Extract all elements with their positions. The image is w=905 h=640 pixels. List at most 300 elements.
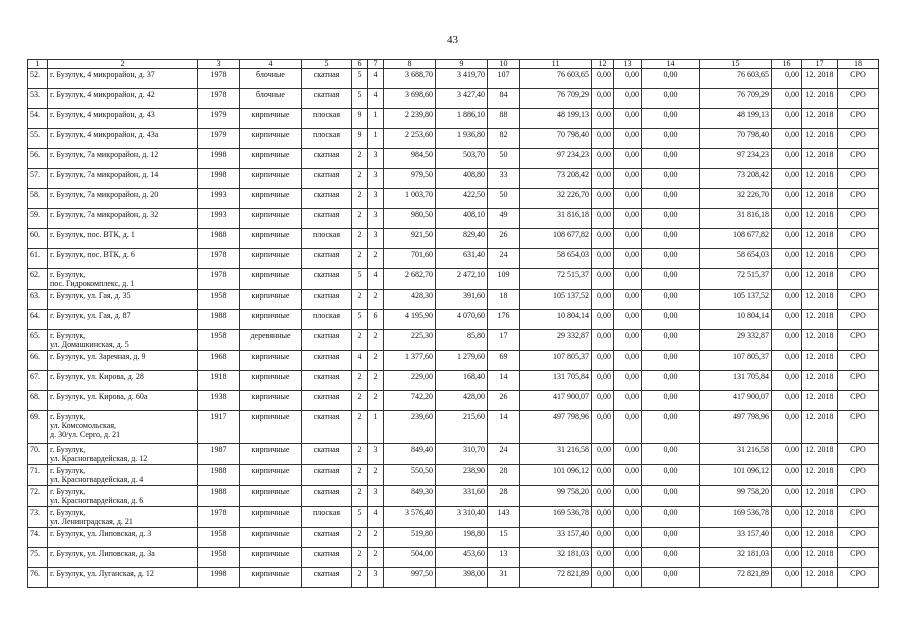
table-cell: 0,00 (592, 568, 614, 588)
table-cell: 0,00 (772, 371, 802, 391)
table-cell: 701,60 (384, 249, 436, 269)
table-cell: 238,90 (436, 465, 488, 486)
table-cell: скатная (302, 486, 352, 507)
table-cell: кирпичные (240, 391, 302, 411)
table-cell: кирпичные (240, 528, 302, 548)
table-cell: 0,00 (642, 209, 700, 229)
table-cell: 10 804,14 (700, 310, 772, 330)
table-cell: кирпичные (240, 149, 302, 169)
table-cell: 69. (28, 411, 48, 444)
table-cell: 0,00 (642, 568, 700, 588)
table-cell: 76. (28, 568, 48, 588)
table-cell: 50 (488, 189, 520, 209)
table-cell: СРО (838, 568, 879, 588)
table-cell: 3 (368, 229, 384, 249)
table-cell: 12. 2018 (802, 486, 838, 507)
table-row (28, 411, 879, 444)
table-cell: 0,00 (642, 149, 700, 169)
table-cell: скатная (302, 149, 352, 169)
table-cell: 0,00 (614, 371, 642, 391)
table-cell: 12. 2018 (802, 330, 838, 351)
table-cell: 12. 2018 (802, 169, 838, 189)
table-cell: 0,00 (772, 528, 802, 548)
table-cell: 0,00 (592, 507, 614, 528)
table-cell: 32 181,03 (520, 548, 592, 568)
table-cell: 31 816,18 (700, 209, 772, 229)
table-cell: 0,00 (642, 269, 700, 290)
table-cell: 2 (368, 351, 384, 371)
table-cell: СРО (838, 486, 879, 507)
table-row (28, 528, 879, 548)
table-cell: 12. 2018 (802, 351, 838, 371)
table-cell: 14 (488, 411, 520, 444)
table-cell: 12. 2018 (802, 411, 838, 444)
table-row (28, 269, 879, 290)
table-cell: 398,00 (436, 568, 488, 588)
table-cell: 1978 (198, 507, 240, 528)
table-cell: 85,80 (436, 330, 488, 351)
column-header: 15 (700, 60, 772, 69)
table-cell: 24 (488, 249, 520, 269)
table-row (28, 486, 879, 507)
table-cell: 0,00 (614, 330, 642, 351)
table-cell: 0,00 (592, 209, 614, 229)
table-cell: 176 (488, 310, 520, 330)
table-cell: г. Бузулук, ул. Кирова, д. 28 (48, 371, 198, 391)
table-cell: 9 (352, 129, 368, 149)
table-row (28, 568, 879, 588)
table-cell: 1 377,60 (384, 351, 436, 371)
table-row (28, 89, 879, 109)
table-cell: 1958 (198, 330, 240, 351)
table-cell: 0,00 (592, 391, 614, 411)
table-cell: 4 (368, 89, 384, 109)
table-cell: 0,00 (772, 269, 802, 290)
table-cell: 10 804,14 (520, 310, 592, 330)
table-cell: 84 (488, 89, 520, 109)
table-cell: г. Бузулук, ул. Луганская, д. 12 (48, 568, 198, 588)
table-cell: 2 (368, 290, 384, 310)
table-cell: 0,00 (592, 444, 614, 465)
table-cell: 3 310,40 (436, 507, 488, 528)
table-cell: 0,00 (592, 109, 614, 129)
table-cell: 64. (28, 310, 48, 330)
table-cell: 0,00 (772, 189, 802, 209)
table-cell: 28 (488, 486, 520, 507)
column-header: 11 (520, 60, 592, 69)
table-cell: скатная (302, 568, 352, 588)
table-cell: СРО (838, 229, 879, 249)
table-row (28, 507, 879, 528)
table-cell: 0,00 (614, 249, 642, 269)
table-cell: 3 576,40 (384, 507, 436, 528)
table-cell: 215,60 (436, 411, 488, 444)
table-cell: г. Бузулук, 7а микрорайон, д. 32 (48, 209, 198, 229)
table-cell: 1979 (198, 109, 240, 129)
table-cell: скатная (302, 371, 352, 391)
table-cell: 52. (28, 69, 48, 89)
column-header: 8 (384, 60, 436, 69)
table-cell: 0,00 (772, 568, 802, 588)
table-cell: 1978 (198, 69, 240, 89)
table-cell: 3 (368, 568, 384, 588)
table-cell: 2 253,60 (384, 129, 436, 149)
table-cell: 0,00 (642, 290, 700, 310)
table-cell: кирпичные (240, 129, 302, 149)
table-cell: 58 654,03 (520, 249, 592, 269)
table-cell: 0,00 (642, 330, 700, 351)
table-cell: 0,00 (614, 229, 642, 249)
table-cell: 849,40 (384, 444, 436, 465)
table-cell: 0,00 (772, 149, 802, 169)
table-cell: 2 239,80 (384, 109, 436, 129)
table-cell: 72 821,89 (520, 568, 592, 588)
table-cell: 3 688,70 (384, 69, 436, 89)
table-cell: 69 (488, 351, 520, 371)
table-cell: скатная (302, 411, 352, 444)
table-cell: 12. 2018 (802, 444, 838, 465)
table-cell: 0,00 (614, 189, 642, 209)
table-cell: 1998 (198, 568, 240, 588)
table-cell: 0,00 (592, 249, 614, 269)
table-cell: 0,00 (592, 169, 614, 189)
table-cell: 0,00 (642, 411, 700, 444)
table-cell: 58. (28, 189, 48, 209)
table-cell: 109 (488, 269, 520, 290)
table-cell: 5 (352, 269, 368, 290)
table-cell: 15 (488, 528, 520, 548)
table-cell: 503,70 (436, 149, 488, 169)
table-cell: СРО (838, 89, 879, 109)
table-row (28, 169, 879, 189)
table-cell: 49 (488, 209, 520, 229)
column-header: 4 (240, 60, 302, 69)
table-cell: 1958 (198, 528, 240, 548)
table-cell: 1987 (198, 444, 240, 465)
table-cell: 97 234,23 (700, 149, 772, 169)
table-cell: 1998 (198, 149, 240, 169)
column-header: 12 (592, 60, 614, 69)
table-cell: 0,00 (772, 89, 802, 109)
table-cell: 12. 2018 (802, 371, 838, 391)
table-cell: 2 (352, 528, 368, 548)
table-cell: г. Бузулук, ул. Красногвардейская, д. 12 (48, 444, 198, 465)
table-cell: 105 137,52 (700, 290, 772, 310)
table-cell: 1979 (198, 129, 240, 149)
table-cell: г. Бузулук, ул. Кирова, д. 60а (48, 391, 198, 411)
table-cell: скатная (302, 548, 352, 568)
table-cell: 168,40 (436, 371, 488, 391)
table-cell: кирпичные (240, 269, 302, 290)
table-cell: 0,00 (614, 109, 642, 129)
table-cell: 0,00 (592, 269, 614, 290)
table-cell: СРО (838, 310, 879, 330)
table-cell: 0,00 (642, 351, 700, 371)
table-cell: 5 (352, 507, 368, 528)
table-cell: скатная (302, 169, 352, 189)
table-cell: кирпичные (240, 507, 302, 528)
table-cell: СРО (838, 169, 879, 189)
table-row (28, 109, 879, 129)
table-cell: 0,00 (592, 229, 614, 249)
table-cell: 984,50 (384, 149, 436, 169)
table-cell: 2 (352, 568, 368, 588)
table-cell: 3 (368, 209, 384, 229)
table-cell: 0,00 (592, 528, 614, 548)
table-cell: 742,20 (384, 391, 436, 411)
table-cell: кирпичные (240, 290, 302, 310)
table-cell: 88 (488, 109, 520, 129)
table-cell: 1968 (198, 351, 240, 371)
table-cell: кирпичные (240, 351, 302, 371)
table-cell: 2 472,10 (436, 269, 488, 290)
table-cell: г. Бузулук, пос. Гидрокомплекс, д. 1 (48, 269, 198, 290)
table-cell: 33 157,40 (700, 528, 772, 548)
table-cell: кирпичные (240, 411, 302, 444)
table-cell: 53. (28, 89, 48, 109)
table-cell: 60. (28, 229, 48, 249)
table-cell: 2 (352, 229, 368, 249)
table-cell: 2 (352, 411, 368, 444)
table-cell: 1938 (198, 391, 240, 411)
table-cell: г. Бузулук, ул. Красногвардейская, д. 6 (48, 486, 198, 507)
table-row (28, 249, 879, 269)
table-cell: 2 682,70 (384, 269, 436, 290)
table-cell: 1958 (198, 548, 240, 568)
table-cell: 3 (368, 169, 384, 189)
table-cell: 0,00 (642, 169, 700, 189)
table-cell: 417 900,07 (520, 391, 592, 411)
table-cell: 0,00 (772, 69, 802, 89)
table-cell: 48 199,13 (700, 109, 772, 129)
table-row (28, 189, 879, 209)
table-cell: 0,00 (614, 269, 642, 290)
table-cell: 4 070,60 (436, 310, 488, 330)
table-cell: плоская (302, 310, 352, 330)
table-cell: 1 279,60 (436, 351, 488, 371)
table-cell: 408,10 (436, 209, 488, 229)
table-cell: плоская (302, 507, 352, 528)
column-header: 3 (198, 60, 240, 69)
table-cell: 72. (28, 486, 48, 507)
table-cell: 107 805,37 (520, 351, 592, 371)
table-cell: 0,00 (642, 310, 700, 330)
table-cell: 422,50 (436, 189, 488, 209)
table-cell: 108 677,82 (700, 229, 772, 249)
table-cell: скатная (302, 189, 352, 209)
table-cell: 3 (368, 486, 384, 507)
table-cell: 12. 2018 (802, 548, 838, 568)
table-cell: 921,50 (384, 229, 436, 249)
table-cell: 76 709,29 (520, 89, 592, 109)
table-cell: 12. 2018 (802, 249, 838, 269)
table-cell: 2 (352, 290, 368, 310)
table-cell: 12. 2018 (802, 209, 838, 229)
table-cell: 107 (488, 69, 520, 89)
table-cell: 65. (28, 330, 48, 351)
table-cell: скатная (302, 528, 352, 548)
table-cell: 0,00 (642, 89, 700, 109)
column-header: 13 (614, 60, 642, 69)
table-cell: 24 (488, 444, 520, 465)
table-cell: 54. (28, 109, 48, 129)
table-cell: 0,00 (592, 371, 614, 391)
page-number: 43 (447, 34, 458, 46)
column-header: 9 (436, 60, 488, 69)
table-cell: 55. (28, 129, 48, 149)
table-cell: 519,80 (384, 528, 436, 548)
table-row (28, 391, 879, 411)
table-cell: 2 (368, 330, 384, 351)
table-cell: 331,60 (436, 486, 488, 507)
table-cell: 1988 (198, 486, 240, 507)
table-cell: 67. (28, 371, 48, 391)
column-header: 5 (302, 60, 352, 69)
table-cell: 131 705,84 (520, 371, 592, 391)
table-cell: 31 816,18 (520, 209, 592, 229)
table-cell: СРО (838, 290, 879, 310)
table-cell: 0,00 (614, 209, 642, 229)
table-cell: 0,00 (772, 507, 802, 528)
table-cell: 0,00 (642, 69, 700, 89)
table-cell: 97 234,23 (520, 149, 592, 169)
table-cell: 310,70 (436, 444, 488, 465)
column-header: 1 (28, 60, 48, 69)
table-cell: 428,30 (384, 290, 436, 310)
table-cell: 0,00 (642, 109, 700, 129)
table-cell: 1 936,80 (436, 129, 488, 149)
table-cell: кирпичные (240, 310, 302, 330)
table-cell: 4 (368, 69, 384, 89)
table-cell: 31 216,58 (700, 444, 772, 465)
table-cell: скатная (302, 330, 352, 351)
table-cell: 50 (488, 149, 520, 169)
table-cell: 0,00 (772, 169, 802, 189)
table-cell: 0,00 (614, 149, 642, 169)
table-cell: 0,00 (592, 290, 614, 310)
table-cell: 72 515,37 (520, 269, 592, 290)
table-cell: 72 515,37 (700, 269, 772, 290)
table-cell: 99 758,20 (700, 486, 772, 507)
table-cell: скатная (302, 269, 352, 290)
table-cell: 229,00 (384, 371, 436, 391)
table-cell: 1 003,70 (384, 189, 436, 209)
table-cell: 5 (352, 89, 368, 109)
table-cell: 99 758,20 (520, 486, 592, 507)
table-cell: СРО (838, 391, 879, 411)
table-cell: 4 (368, 269, 384, 290)
table-cell: плоская (302, 229, 352, 249)
housing-repair-table (27, 59, 879, 588)
table-cell: г. Бузулук, ул. Комсомольская, д. 30/ул. Серго, д. 21 (48, 411, 198, 444)
table-cell: 2 (368, 548, 384, 568)
table-cell: 76 603,65 (700, 69, 772, 89)
table-cell: 0,00 (772, 486, 802, 507)
table-cell: 12. 2018 (802, 568, 838, 588)
table-cell: СРО (838, 548, 879, 568)
table-cell: 2 (352, 371, 368, 391)
table-cell: 72 821,89 (700, 568, 772, 588)
table-cell: 12. 2018 (802, 290, 838, 310)
table-cell: г. Бузулук, 4 микрорайон, д. 43а (48, 129, 198, 149)
table-cell: 2 (352, 391, 368, 411)
table-cell: 417 900,07 (700, 391, 772, 411)
table-cell: 0,00 (614, 290, 642, 310)
table-cell: 0,00 (614, 507, 642, 528)
table-cell: 18 (488, 290, 520, 310)
table-cell: 0,00 (772, 229, 802, 249)
table-cell: 550,50 (384, 465, 436, 486)
table-cell: 131 705,84 (700, 371, 772, 391)
table-cell: 198,80 (436, 528, 488, 548)
table-cell: 76 603,65 (520, 69, 592, 89)
table-cell: СРО (838, 465, 879, 486)
table-cell: 57. (28, 169, 48, 189)
table-cell: 1 (368, 411, 384, 444)
table-cell: 2 (368, 391, 384, 411)
table-cell: 56. (28, 149, 48, 169)
column-header: 6 (352, 60, 368, 69)
table-cell: 107 805,37 (700, 351, 772, 371)
table-cell: СРО (838, 528, 879, 548)
column-header: 16 (772, 60, 802, 69)
table-cell: СРО (838, 351, 879, 371)
table-cell: 12. 2018 (802, 89, 838, 109)
table-cell: г. Бузулук, 4 микрорайон, д. 42 (48, 89, 198, 109)
table-cell: 225,30 (384, 330, 436, 351)
table-cell: 0,00 (772, 249, 802, 269)
table-cell: 3 427,40 (436, 89, 488, 109)
table-cell: 101 096,12 (520, 465, 592, 486)
table-cell: СРО (838, 189, 879, 209)
table-cell: 62. (28, 269, 48, 290)
table-cell: 0,00 (614, 528, 642, 548)
table-cell: 71. (28, 465, 48, 486)
table-cell: 980,50 (384, 209, 436, 229)
table-cell: 1978 (198, 249, 240, 269)
table-cell: 0,00 (614, 129, 642, 149)
table-cell: 0,00 (614, 444, 642, 465)
table-cell: г. Бузулук, пос. ВТК, д. 1 (48, 229, 198, 249)
table-cell: 105 137,52 (520, 290, 592, 310)
table-cell: 6 (368, 310, 384, 330)
table-cell: 2 (352, 330, 368, 351)
table-cell: 0,00 (642, 391, 700, 411)
table-cell: 1918 (198, 371, 240, 391)
table-cell: 0,00 (642, 486, 700, 507)
table-cell: кирпичные (240, 548, 302, 568)
table-cell: СРО (838, 249, 879, 269)
table-cell: 1978 (198, 89, 240, 109)
table-cell: 0,00 (614, 351, 642, 371)
table-row (28, 209, 879, 229)
table-row (28, 290, 879, 310)
table-cell: 169 536,78 (520, 507, 592, 528)
table-cell: 12. 2018 (802, 507, 838, 528)
table-cell: СРО (838, 149, 879, 169)
table-cell: 0,00 (592, 89, 614, 109)
table-cell: 1993 (198, 209, 240, 229)
table-cell: 0,00 (772, 129, 802, 149)
table-cell: 0,00 (772, 290, 802, 310)
column-header: 7 (368, 60, 384, 69)
table-cell: 59. (28, 209, 48, 229)
table-cell: 4 (368, 507, 384, 528)
table-cell: 829,40 (436, 229, 488, 249)
table-cell: 12. 2018 (802, 528, 838, 548)
table-cell: кирпичные (240, 209, 302, 229)
table-cell: кирпичные (240, 465, 302, 486)
